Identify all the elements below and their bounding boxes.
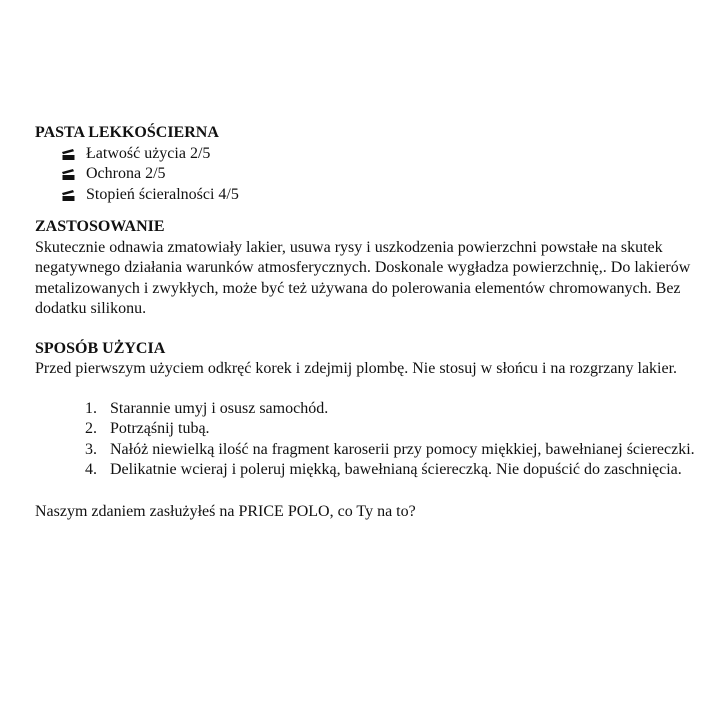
method-heading: SPOSÓB UŻYCIA	[35, 339, 166, 357]
ratings-list	[35, 144, 695, 206]
rating-item	[62, 144, 695, 165]
method-intro: Przed pierwszym użyciem odkręć korek i zdejmij plombę. Nie stosuj w słońcu i na rozgrzany lakier.	[35, 360, 678, 377]
film-clapper-icon	[62, 190, 75, 201]
step-item	[35, 419, 695, 440]
product-title: PASTA LEKKOŚCIERNA	[35, 124, 219, 141]
rating-text: Ochrona 2/5	[86, 165, 166, 182]
rating-item	[62, 164, 695, 185]
step-number: 2.	[85, 420, 97, 437]
usage-text: Skutecznie odnawia zmatowiały lakier, usuwa rysy i uszkodzenia powierzchni powstałe na skutek negatywnego działania warunków atmosferycznych. Doskonale wygładza powierzchnię,. Do lakierów metalizowanych i zwykłych, może być też używana do polerowania elementów chromowanych. Bez dodatku silikonu.	[35, 238, 691, 317]
step-number: 1.	[85, 399, 97, 417]
step-item	[35, 399, 695, 420]
usage-heading: ZASTOSOWANIE	[35, 218, 165, 235]
step-text: Delikatnie wcieraj i poleruj miękką, bawełnianą ściereczką. Nie dopuścić do zaschnięcia.	[110, 461, 682, 478]
rating-text: Stopień ścieralności 4/5	[86, 185, 239, 203]
rating-item	[62, 185, 695, 206]
step-text: Nałóż niewielką ilość na fragment karoserii przy pomocy miękkiej, bawełnianej ściereczki.	[110, 440, 695, 458]
rating-text: Łatwość użycia 2/5	[86, 144, 211, 162]
step-text: Starannie umyj i osusz samochód.	[110, 399, 329, 417]
closing-text: Naszym zdaniem zasłużyłeś na PRICE POLO, co Ty na to?	[35, 502, 416, 520]
step-number: 3.	[85, 440, 97, 458]
method-section	[35, 339, 695, 481]
step-item	[35, 460, 695, 481]
document	[35, 123, 695, 522]
usage-section	[35, 217, 695, 320]
steps-list	[35, 399, 695, 481]
step-item	[35, 440, 695, 461]
step-text: Potrząśnij tubą.	[110, 420, 210, 437]
film-clapper-icon	[62, 149, 75, 160]
step-number: 4.	[85, 461, 97, 478]
film-clapper-icon	[62, 169, 75, 180]
